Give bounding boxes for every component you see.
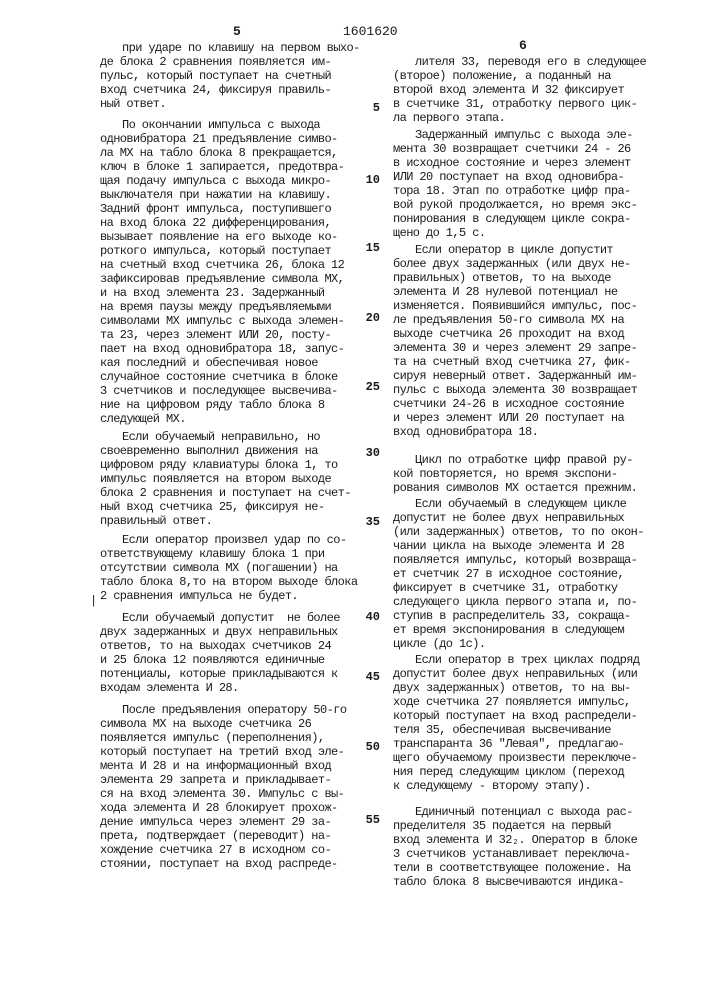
- paragraph: [393, 55, 646, 125]
- text-line: зафиксировав предъявление символа МХ,: [100, 272, 344, 286]
- text-line: кой повторяется, но время экспони-: [393, 467, 637, 481]
- text-line: ние на цифровом ряду табло блока 8: [100, 398, 344, 412]
- text-line: дение импульса через элемент 29 за-: [100, 815, 346, 829]
- text-line: табло блока 8,то на втором выходе блока: [100, 575, 357, 589]
- text-line: ключ в блоке 1 запирается, предотвра-: [100, 160, 344, 174]
- text-line: выключателя при нажатии на клавишу.: [100, 188, 344, 202]
- line-number: 5: [362, 101, 380, 115]
- text-line: ет время экспонирования в следующем: [393, 623, 644, 637]
- text-line: ответов, то на выходах счетчиков 24: [100, 639, 340, 653]
- paragraph: [393, 653, 639, 793]
- text-line: к следующему - второму этапу).: [393, 779, 639, 793]
- page-number-right: 6: [519, 38, 527, 53]
- text-line: сируя неверный ответ. Задержанный им-: [393, 369, 637, 383]
- text-line: щено до 1,5 с.: [393, 226, 637, 240]
- text-line: тели в соответствующее положение. На: [393, 861, 637, 875]
- paragraph: [393, 497, 644, 651]
- text-line: 3 счетчиков и последующее высвечива-: [100, 384, 344, 398]
- text-line: более двух задержанных (или двух не-: [393, 257, 637, 271]
- text-line: символами МХ импульс с выхода элемен-: [100, 314, 344, 328]
- text-line: и на вход элемента 23. Задержанный: [100, 286, 344, 300]
- text-line: фиксирует в счетчике 31, отработку: [393, 581, 644, 595]
- text-line: потенциалы, которые прикладываются к: [100, 667, 340, 681]
- text-line: теля 35, обеспечивая высвечивание: [393, 723, 639, 737]
- text-line: двух задержанных и двух неправильных: [100, 625, 340, 639]
- text-line: своевременно выполнил движения на: [100, 444, 351, 458]
- text-line: Если оператор произвел удар по со-: [100, 533, 357, 547]
- text-line: Если обучаемый допустит не более: [100, 611, 340, 625]
- text-line: одновибратора 21 предъявление симво-: [100, 132, 344, 146]
- text-line: вход элемента И 32₂. Оператор в блоке: [393, 833, 637, 847]
- line-number: 40: [362, 610, 380, 624]
- text-line: в счетчике 31, отработку первого цик-: [393, 97, 646, 111]
- text-line: роткого импульса, который поступает: [100, 244, 344, 258]
- text-line: следующей МХ.: [100, 412, 344, 426]
- text-line: при ударе по клавишу на первом выхо-: [100, 41, 360, 55]
- line-number: 35: [362, 515, 380, 529]
- text-line: хода элемента И 28 блокирует прохож-: [100, 801, 346, 815]
- paragraph: [393, 453, 637, 495]
- text-line: вой рукой продолжается, но время экс-: [393, 198, 637, 212]
- text-line: Если оператор в цикле допустит: [393, 243, 637, 257]
- text-line: пределителя 35 подается на первый: [393, 819, 637, 833]
- text-line: (или задержанных) ответов, то по окон-: [393, 525, 644, 539]
- text-line: чании цикла на выходе элемента И 28: [393, 539, 644, 553]
- text-line: ся на вход элемента 30. Импульс с вы-: [100, 787, 346, 801]
- text-line: (второе) положение, а поданный на: [393, 69, 646, 83]
- text-line: лителя 33, переводя его в следующее: [393, 55, 646, 69]
- text-line: Задержанный импульс с выхода эле-: [393, 128, 637, 142]
- text-line: мента 30 возвращает счетчики 24 - 26: [393, 142, 637, 156]
- line-number: 10: [362, 173, 380, 187]
- text-line: ный ответ.: [100, 97, 360, 111]
- paragraph: [100, 41, 360, 111]
- text-line: та на счетный вход счетчика 27, фик-: [393, 355, 637, 369]
- text-line: ходе счетчика 27 появляется импульс,: [393, 695, 639, 709]
- text-line: ответствующему клавишу блока 1 при: [100, 547, 357, 561]
- paragraph: [100, 703, 346, 871]
- text-line: который поступает на третий вход эле-: [100, 745, 346, 759]
- text-line: символа МХ на выходе счетчика 26: [100, 717, 346, 731]
- text-line: прета, подтверждает (переводит) на-: [100, 829, 346, 843]
- text-line: мента И 28 и на информационный вход: [100, 759, 346, 773]
- text-line: изменяется. Появившийся импульс, пос-: [393, 299, 637, 313]
- text-line: рования символов МХ остается прежним.: [393, 481, 637, 495]
- paragraph: [100, 533, 357, 603]
- text-line: Задний фронт импульса, поступившего: [100, 202, 344, 216]
- text-line: 2 сравнения импульса не будет.: [100, 589, 357, 603]
- text-line: случайное состояние счетчика в блоке: [100, 370, 344, 384]
- text-line: на счетный вход счетчика 26, блока 12: [100, 258, 344, 272]
- paragraph: [393, 128, 637, 240]
- paragraph: [100, 430, 351, 528]
- text-line: Цикл по отработке цифр правой ру-: [393, 453, 637, 467]
- text-line: щего обучаемому произвести переключе-: [393, 751, 639, 765]
- line-number: 15: [362, 241, 380, 255]
- text-line: появляется импульс (переполнения),: [100, 731, 346, 745]
- line-number: 30: [362, 446, 380, 460]
- text-line: на вход блока 22 дифференцирования,: [100, 216, 344, 230]
- text-line: импульс появляется на втором выходе: [100, 472, 351, 486]
- text-line: вход счетчика 24, фиксируя правиль-: [100, 83, 360, 97]
- line-number: 55: [362, 813, 380, 827]
- text-line: правильный ответ.: [100, 514, 351, 528]
- text-line: двух задержанных) ответов, то на вы-: [393, 681, 639, 695]
- text-line: и через элемент ИЛИ 20 поступает на: [393, 411, 637, 425]
- text-line: та 23, через элемент ИЛИ 20, посту-: [100, 328, 344, 342]
- line-number: 50: [362, 740, 380, 754]
- text-line: элемента 30 и через элемент 29 запре-: [393, 341, 637, 355]
- text-line: цикле (до 1с).: [393, 637, 644, 651]
- text-line: следующего цикла первого этапа и, по-: [393, 595, 644, 609]
- text-line: ный вход счетчика 25, фиксируя не-: [100, 500, 351, 514]
- page-number-left: 5: [233, 24, 241, 39]
- text-line: правильных) ответов, то на выходе: [393, 271, 637, 285]
- margin-mark: |: [90, 594, 97, 608]
- text-line: счетчики 24-26 в исходное состояние: [393, 397, 637, 411]
- text-line: пает на вход одновибратора 18, запус-: [100, 342, 344, 356]
- text-line: появляется импульс, который возвраща-: [393, 553, 644, 567]
- text-line: второй вход элемента И 32 фиксирует: [393, 83, 646, 97]
- text-line: ния перед следующим циклом (переход: [393, 765, 639, 779]
- text-line: цифровом ряду клавиатуры блока 1, то: [100, 458, 351, 472]
- text-line: После предъявления оператору 50-го: [100, 703, 346, 717]
- text-line: на время паузы между предъявляемыми: [100, 300, 344, 314]
- text-line: хождение счетчика 27 в исходном со-: [100, 843, 346, 857]
- line-number: 45: [362, 670, 380, 684]
- text-line: элемента 29 запрета и прикладывает-: [100, 773, 346, 787]
- text-line: пульс с выхода элемента 30 возвращает: [393, 383, 637, 397]
- text-line: ет счетчик 27 в исходное состояние,: [393, 567, 644, 581]
- text-line: входам элемента И 28.: [100, 681, 340, 695]
- text-line: отсутствии символа МХ (погашении) на: [100, 561, 357, 575]
- text-line: табло блока 8 высвечиваются индика-: [393, 875, 637, 889]
- text-line: допустит не более двух неправильных: [393, 511, 644, 525]
- line-number: 20: [362, 311, 380, 325]
- text-line: Если обучаемый неправильно, но: [100, 430, 351, 444]
- text-line: ле предъявления 50-го символа МХ на: [393, 313, 637, 327]
- text-line: в исходное состояние и через элемент: [393, 156, 637, 170]
- text-line: вызывает появление на его выходе ко-: [100, 230, 344, 244]
- text-line: вход одновибратора 18.: [393, 425, 637, 439]
- text-line: стоянии, поступает на вход распреде-: [100, 857, 346, 871]
- text-line: элемента И 28 нулевой потенциал не: [393, 285, 637, 299]
- text-line: По окончании импульса с выхода: [100, 118, 344, 132]
- text-line: щая подачу импульса с выхода микро-: [100, 174, 344, 188]
- text-line: ла МХ на табло блока 8 прекращается,: [100, 146, 344, 160]
- text-line: Если оператор в трех циклах подряд: [393, 653, 639, 667]
- paragraph: [393, 243, 637, 439]
- paragraph: [393, 805, 637, 889]
- text-line: допустит более двух неправильных (или: [393, 667, 639, 681]
- text-line: кая последний и обеспечивая новое: [100, 356, 344, 370]
- paragraph: [100, 611, 340, 695]
- text-line: выходе счетчика 26 проходит на вход: [393, 327, 637, 341]
- text-line: 3 счетчиков устанавливает переключа-: [393, 847, 637, 861]
- text-line: тора 18. Этап по отработке цифр пра-: [393, 184, 637, 198]
- text-line: де блока 2 сравнения появляется им-: [100, 55, 360, 69]
- text-line: ступив в распределитель 33, сокраща-: [393, 609, 644, 623]
- text-line: ИЛИ 20 поступает на вход одновибра-: [393, 170, 637, 184]
- text-line: Если обучаемый в следующем цикле: [393, 497, 644, 511]
- paragraph: [100, 118, 344, 426]
- text-line: ла первого этапа.: [393, 111, 646, 125]
- text-line: понирования в следующем цикле сокра-: [393, 212, 637, 226]
- line-number: 25: [362, 380, 380, 394]
- text-line: блока 2 сравнения и поступает на счет-: [100, 486, 351, 500]
- text-line: Единичный потенциал с выхода рас-: [393, 805, 637, 819]
- text-line: который поступает на вход распредели-: [393, 709, 639, 723]
- text-line: транспаранта 36 "Левая", предлагаю-: [393, 737, 639, 751]
- text-line: и 25 блока 12 появляются единичные: [100, 653, 340, 667]
- text-line: пульс, который поступает на счетный: [100, 69, 360, 83]
- patent-number: 1601620: [343, 24, 398, 39]
